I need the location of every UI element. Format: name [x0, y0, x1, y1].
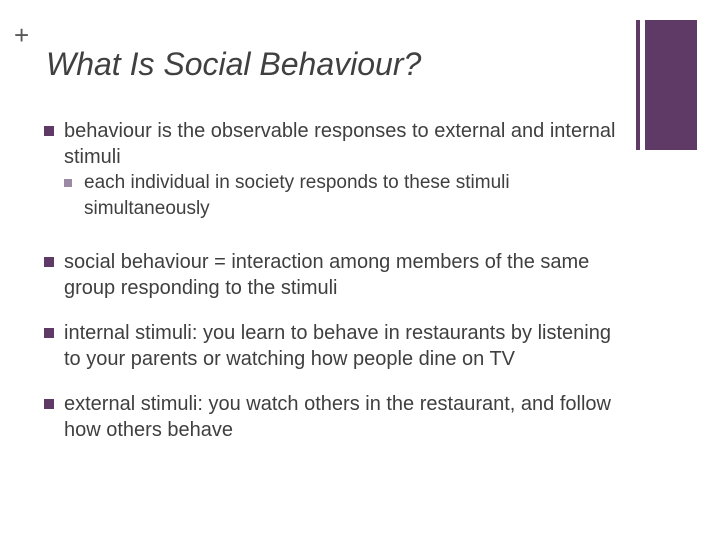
bullet-item-2: [44, 249, 624, 301]
sub-bullet-text: each individual in society responds to these stimuli simultaneously: [84, 172, 510, 219]
sub-bullet-list: [64, 170, 624, 222]
bullet-text-2: = interaction among members of the same group responding to the stimuli: [64, 251, 590, 299]
bullet-term-4: external stimuli: [64, 393, 198, 415]
bullet-text-1: behaviour is the observable responses to external and internal stimuli: [64, 120, 616, 168]
bullet-term-3: internal stimuli: [64, 322, 192, 344]
bullet-item-4: [44, 391, 624, 443]
sub-bullet-square-icon: [64, 179, 72, 187]
bullet-text-4: : you watch others in the restaurant, and follow how others behave: [64, 393, 611, 441]
accent-block: [645, 20, 697, 150]
bullet-list: [44, 118, 624, 443]
bullet-square-icon: [44, 257, 54, 267]
bullet-item-3: [44, 320, 624, 372]
sub-bullet-item: [64, 170, 624, 222]
bullet-term-2: social behaviour: [64, 251, 209, 273]
bullet-square-icon: [44, 399, 54, 409]
bullet-square-icon: [44, 328, 54, 338]
bullet-square-icon: [44, 126, 54, 136]
plus-icon: +: [14, 20, 30, 50]
bullet-item-1: [44, 118, 624, 222]
bullet-text-3: : you learn to behave in restaurants by listening to your parents or watching how people dine on TV: [64, 322, 611, 370]
accent-line: [636, 20, 640, 150]
slide-title: What Is Social Behaviour?: [46, 46, 422, 82]
